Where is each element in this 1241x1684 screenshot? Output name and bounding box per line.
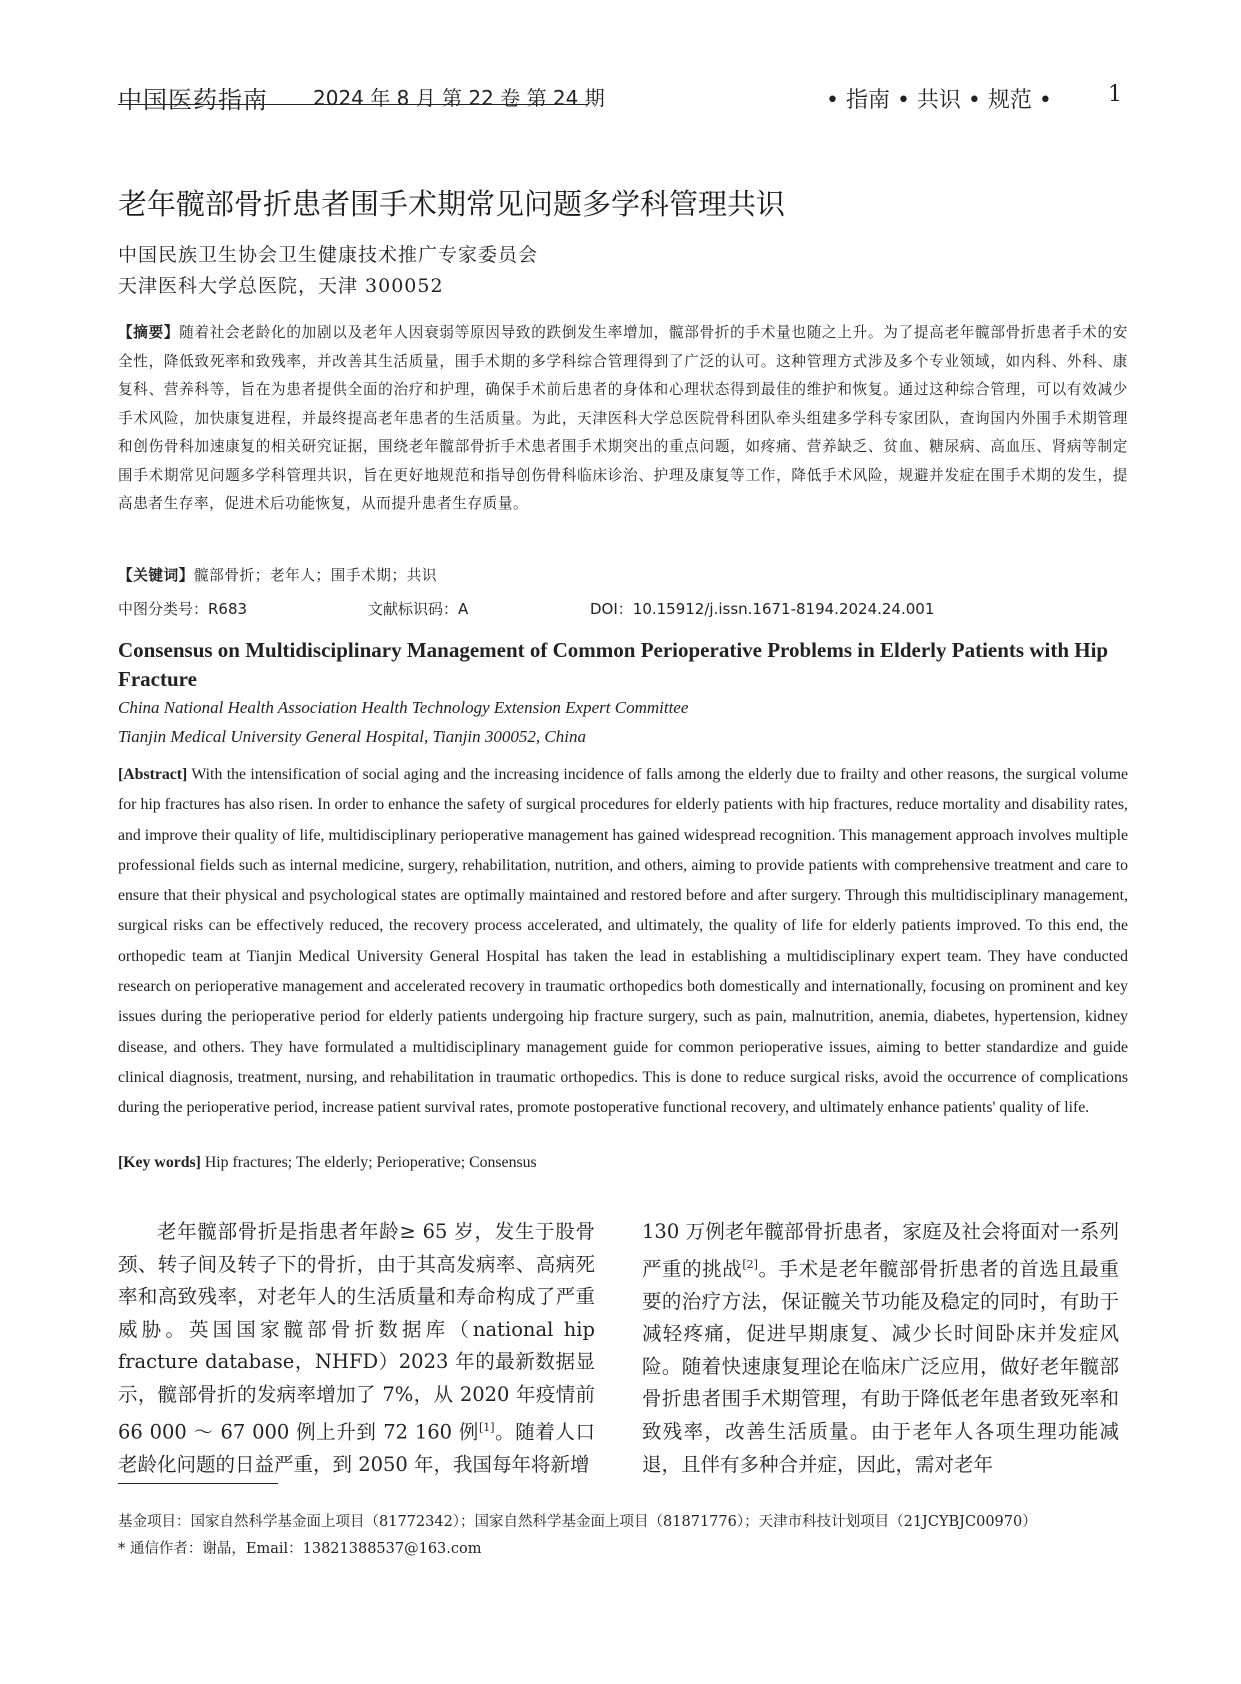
keywords-cn — [118, 562, 1128, 591]
header-underline — [118, 104, 588, 105]
body-right-text-b: 。手术是老年髋部骨折患者的首选且最重要的治疗方法，保证髋关节功能及稳定的同时，有助于减轻疼痛，促进早期康复、减少长时间卧床并发症风险。随着快速康复理论在临床广泛应用，做好老年髋部骨折患者围手术期管理，有助于降低老年患者致死率和致残率，改善生活质量。由于老年人各项生理功能减退，且伴有多种合并症，因此，需对老年 — [642, 1257, 1119, 1476]
body-column-left — [118, 1216, 595, 1481]
footnote-rule — [118, 1483, 278, 1484]
abstract-en-label: [Abstract] — [118, 766, 188, 783]
abstract-cn-label: 【摘要】 — [118, 324, 180, 341]
section-label: • 指南 • 共识 • 规范 • — [826, 88, 1052, 113]
issue-info: 2024 年 8 月 第 22 卷 第 24 期 — [313, 86, 605, 110]
body-right-text-a: 130 万例老年髋部骨折患者，家庭及社会将面对一系列严重的挑战 — [642, 1220, 1119, 1281]
affiliation-cn-2: 天津医科大学总医院，天津 300052 — [118, 275, 444, 297]
clc-number: 中图分类号：R683 — [118, 600, 248, 618]
abstract-en — [118, 760, 1128, 1124]
body-column-right — [642, 1216, 1119, 1481]
footnote-corresponding-author: * 通信作者：谢晶，Email：13821388537@163.com — [118, 1541, 482, 1557]
citation-1[interactable]: [1] — [478, 1420, 495, 1434]
abstract-en-text: With the intensification of social aging and the increasing incidence of falls among the elderly due to frailty and other reasons, the surgical volume for hip fractures has also risen. In order to enhance the safety of surgical procedures for elderly patients with hip fractures, reduce mortality and disability rates, and improve their quality of life, multidisciplinary perioperative management has gained widespread recognition. This management approach involves multiple professional fields such as internal medicine, surgery, rehabilitation, nutrition, and others, aiming to provide patients with comprehensive treatment and care to ensure that their physical and psychological states are optimally maintained and restored before and after surgery. Through this multidisciplinary management, surgical risks can be effectively reduced, the recovery process accelerated, and ultimately, the quality of life for elderly patients improved. To this end, the orthopedic team at Tianjin Medical University General Hospital has taken the lead in establishing a multidisciplinary expert team. They have conducted research on perioperative management and accelerated recovery in traumatic orthopedics both domestically and internationally, focusing on prominent and key issues during the perioperative period for elderly patients undergoing hip fracture surgery, such as pain, malnutrition, anemia, diabetes, hypertension, kidney disease, and others. They have formulated a multidisciplinary management guide for common perioperative issues, aiming to better standardize and guide clinical diagnosis, treatment, nursing, and rehabilitation in traumatic orthopedics. This is done to reduce surgical risks, avoid the occurrence of complications during the perioperative period, increase patient survival rates, promote postoperative functional recovery, and ultimately enhance patients' quality of life. — [118, 766, 1128, 1117]
keywords-cn-label: 【关键词】 — [118, 567, 194, 584]
doi: DOI：10.15912/j.issn.1671-8194.2024.24.001 — [590, 600, 935, 618]
document-code: 文献标识码：A — [368, 600, 469, 618]
affiliation-cn-1: 中国民族卫生协会卫生健康技术推广专家委员会 — [118, 244, 539, 266]
citation-2[interactable]: [2] — [742, 1257, 758, 1271]
page-number: 1 — [1108, 82, 1122, 107]
keywords-en-label: [Key words] — [118, 1154, 201, 1171]
article-title-cn: 老年髋部骨折患者围手术期常见问题多学科管理共识 — [118, 187, 786, 221]
keywords-en — [118, 1154, 537, 1172]
body-left-text-b: 。随着人口老龄化问题的日益严重，到 2050 年，我国每年将新增 — [118, 1420, 595, 1476]
body-left-text-a: 老年髋部骨折是指患者年龄≥ 65 岁，发生于股骨颈、转子间及转子下的骨折，由于其高发病率、高病死率和高致残率，对老年人的生活质量和寿命构成了严重威胁。英国国家髋部骨折数据库（national hip fracture database，NHFD）2023 年的最新数据显示，髋部骨折的发病率增加了 7%，从 2020 年疫情前 66 000 ～ 67 000 例上升到 72 160 例 — [118, 1220, 595, 1444]
affiliation-en-1: China National Health Association Health Technology Extension Expert Committee — [118, 698, 689, 717]
footnote-funding: 基金项目：国家自然科学基金面上项目（81772342）；国家自然科学基金面上项目（81871776）；天津市科技计划项目（21JCYBJC00970） — [118, 1514, 1037, 1530]
keywords-cn-text: 髋部骨折；老年人；围手术期；共识 — [193, 567, 438, 584]
abstract-cn — [118, 319, 1128, 519]
abstract-cn-text: 随着社会老龄化的加剧以及老年人因衰弱等原因导致的跌倒发生率增加，髋部骨折的手术量也随之上升。为了提高老年髋部骨折患者手术的安全性，降低致死率和致残率，并改善其生活质量，围手术期的多学科综合管理得到了广泛的认可。这种管理方式涉及多个专业领域，如内科、外科、康复科、营养科等，旨在为患者提供全面的治疗和护理，确保手术前后患者的身体和心理状态得到最佳的维护和恢复。通过这种综合管理，可以有效减少手术风险，加快康复进程，并最终提高老年患者的生活质量。为此，天津医科大学总医院骨科团队牵头组建多学科专家团队，查询国内外围手术期管理和创伤骨科加速康复的相关研究证据，围绕老年髋部骨折手术患者围手术期突出的重点问题，如疼痛、营养缺乏、贫血、糖尿病、高血压、肾病等制定围手术期常见问题多学科管理共识，旨在更好地规范和指导创伤骨科临床诊治、护理及康复等工作，降低手术风险，规避并发症在围手术期的发生，提高患者生存率，促进术后功能恢复，从而提升患者生存质量。 — [118, 324, 1128, 512]
keywords-en-text: Hip fractures; The elderly; Perioperative; Consensus — [204, 1154, 537, 1171]
article-title-en: Consensus on Multidisciplinary Management of Common Perioperative Problems in Elderly Patients with Hip Fracture — [118, 638, 1109, 691]
journal-name: 中国医药指南 — [118, 86, 268, 114]
affiliation-en-2: Tianjin Medical University General Hospital, Tianjin 300052, China — [118, 727, 586, 746]
